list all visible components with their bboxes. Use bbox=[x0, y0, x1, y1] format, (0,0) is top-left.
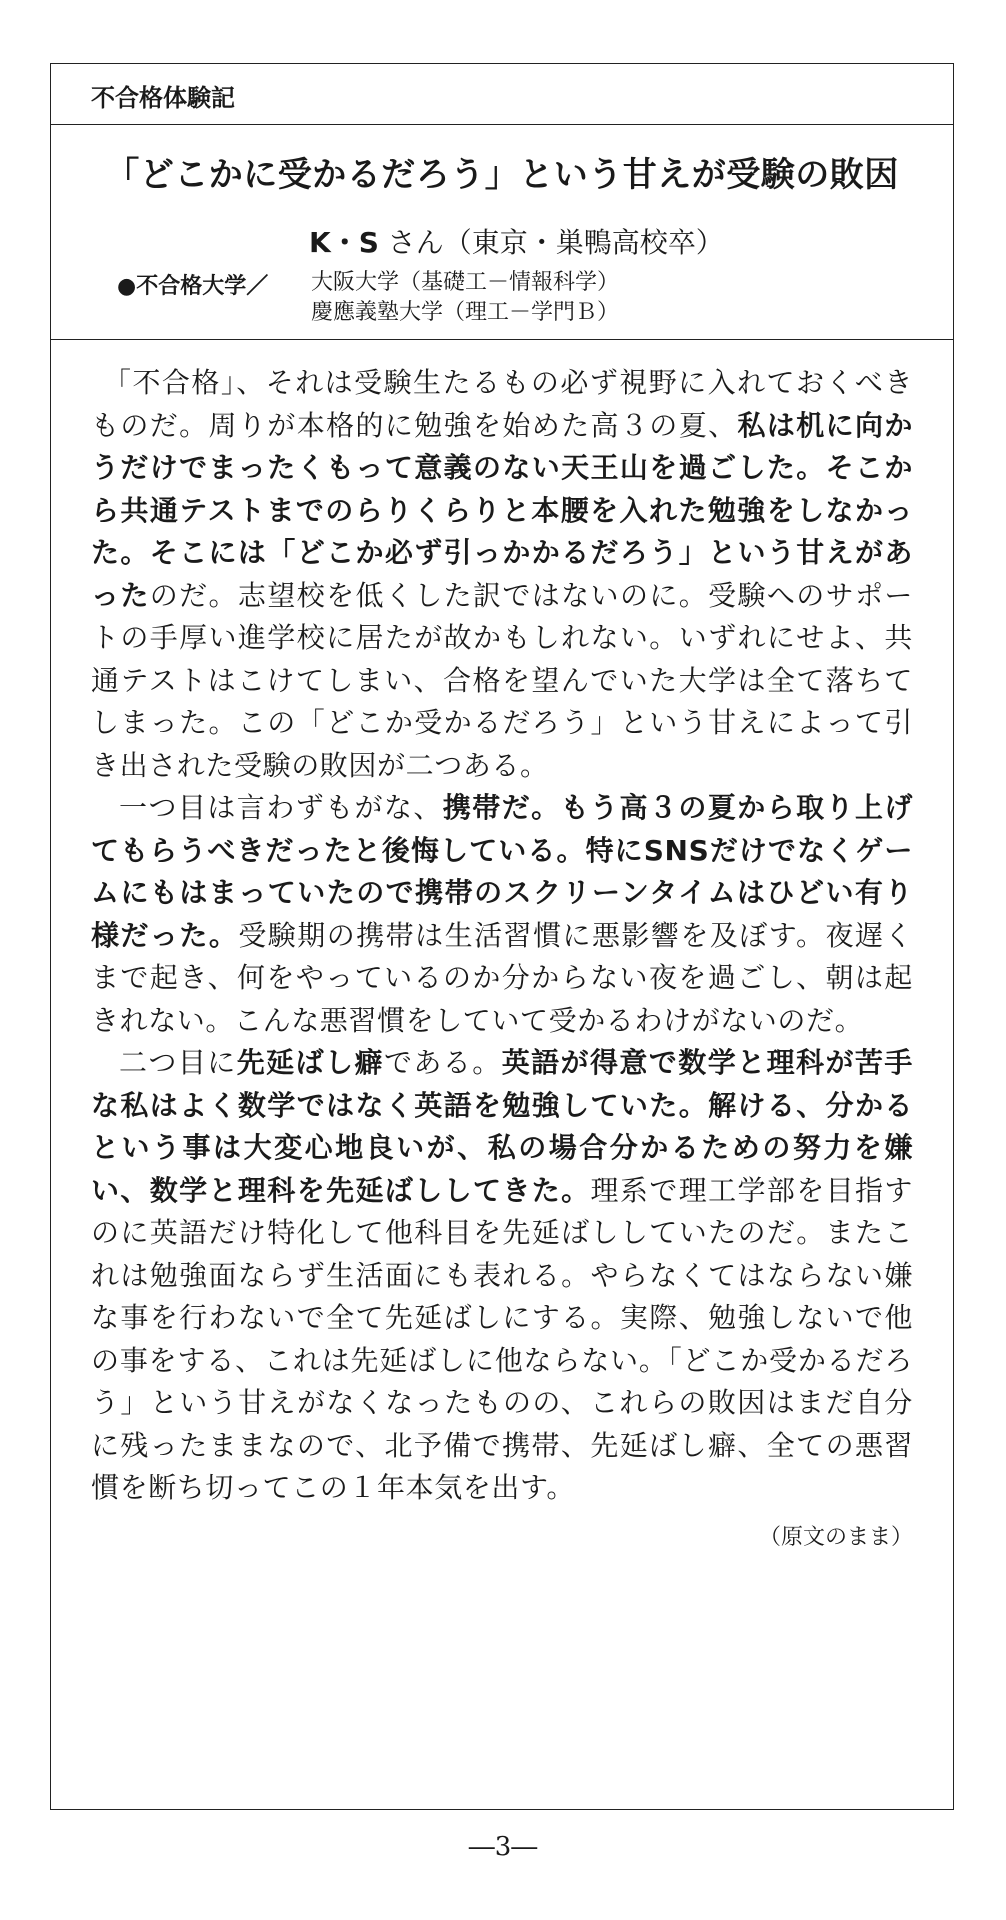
author-initials: K・S bbox=[309, 226, 379, 259]
section-label: 不合格体験記 bbox=[51, 64, 953, 125]
author-school: さん（東京・巣鴨高校卒） bbox=[387, 226, 724, 259]
article-frame bbox=[50, 63, 954, 1810]
bold-text: 私は机に向かうだけでまったくもって意義のない天王山を過ごした。そこから共通テストまでのらりくらりと本腰を入れた勉強をしなかった。そこには「どこか必ず引っかかるだろう」という甘えがあった bbox=[91, 408, 913, 612]
page-number: ―3― bbox=[468, 1832, 538, 1862]
text-run: 二つ目に bbox=[119, 1046, 237, 1079]
text-run: 一つ目は言わずもがな、 bbox=[119, 791, 443, 824]
text-run: のだ。志望校を低くした訳ではないのに。受験へのサポートの手厚い進学校に居たが故かもしれない。いずれにせよ、共通テストはこけてしまい、合格を望んでいた大学は全て落ちてしまった。この「どこか受かるだろう」という甘えによって引き出された受験の敗因が二つある。 bbox=[91, 578, 914, 782]
failed-university: 大阪大学（基礎工－情報科学） bbox=[311, 270, 620, 295]
bold-text: 英語が得意で数学と理科が苦手な私はよく数学ではなく英語を勉強していた。解ける、分かるという事は大変心地良いが、私の場合分かるための努力を嫌い、数学と理科を先延ばししてきた。 bbox=[91, 1046, 913, 1207]
text-run: である。 bbox=[383, 1046, 502, 1079]
failed-universities-list bbox=[311, 268, 619, 328]
body-paragraph bbox=[91, 362, 913, 787]
text-run: 理系で理工学部を目指すのに英語だけ特化して他科目を先延ばししていたのだ。またこれは勉強面ならず生活面にも表れる。やらなくてはならない嫌な事を行わないで全て先延ばしにする。実際、勉強しないで他の事をする、これは先延ばしに他ならない。「どこか受かるだろう」という甘えがなくなったものの、これらの敗因はまだ自分に残ったままなので、北予備で携帯、先延ばし癖、全ての悪習慣を断ち切ってこの１年本気を出す。 bbox=[91, 1173, 913, 1504]
text-run: 受験期の携帯は生活習慣に悪影響を及ぼす。夜遅くまで起き、何をやっているのか分からない夜を過ごし、朝は起きれない。こんな悪習慣をしていて受かるわけがないのだ。 bbox=[91, 918, 913, 1037]
body-paragraph bbox=[91, 787, 913, 1042]
article-title: 「どこかに受かるだろう」という甘えが受験の敗因 bbox=[105, 155, 899, 195]
failed-university: 慶應義塾大学（理工－学門Ｂ） bbox=[311, 300, 620, 325]
body-paragraph bbox=[91, 1042, 913, 1510]
bold-text: 携帯だ。もう高３の夏から取り上げてもらうべきだったと後悔している。特にSNSだけでなくゲームにもはまっていたので携帯のスクリーンタイムはひどい有り様だった。 bbox=[91, 791, 913, 952]
article-header bbox=[51, 125, 953, 340]
text-run: 「不合格」、それは受験生たるもの必ず視野に入れておくべきものだ。周りが本格的に勉強を始めた高３の夏、 bbox=[91, 366, 913, 442]
article-body bbox=[51, 340, 953, 1510]
failed-universities-label: ●不合格大学／ bbox=[117, 274, 269, 299]
bold-text: 先延ばし癖 bbox=[236, 1046, 384, 1079]
original-text-note: （原文のまま） bbox=[758, 1524, 913, 1550]
author-line bbox=[309, 221, 724, 261]
